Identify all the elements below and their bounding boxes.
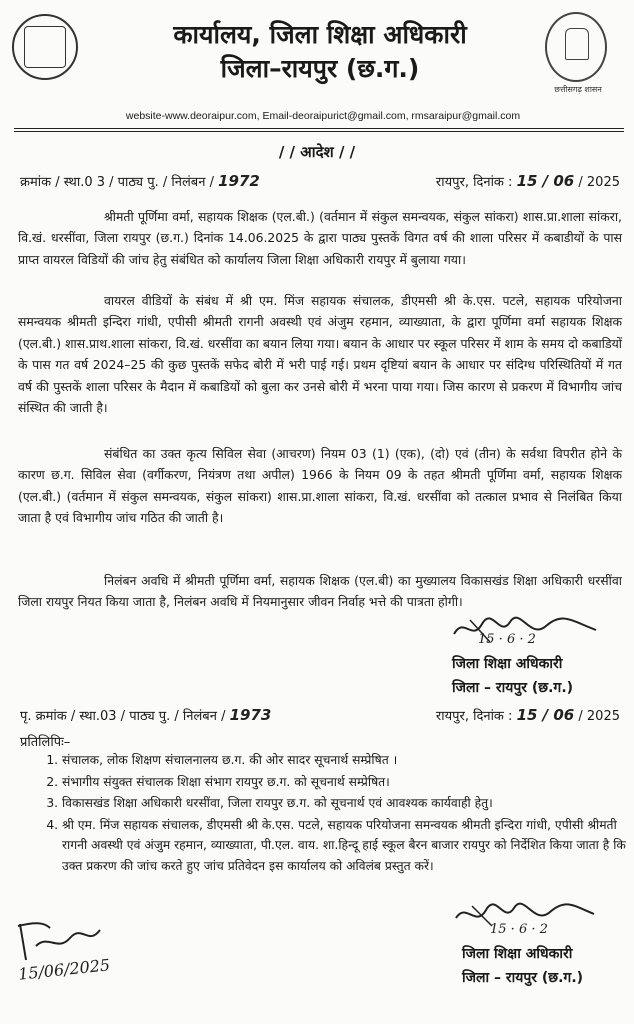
receipt-date: 15/06/2025 [17,955,111,984]
signature-2-date: 15 · 6 · 2 [490,922,548,937]
signature-1-date: 15 · 6 · 2 [478,632,536,647]
reference-prefix: क्रमांक / स्था.0 3 / पाठ्य पु. / निलंबन / [20,175,214,190]
signature-block-2 [462,942,583,990]
date-label: रायपुर, दिनांक : [435,709,513,724]
signatory-place: जिला – रायपुर (छ.ग.) [452,680,574,696]
reference-line-2 [20,706,620,724]
paragraph-1: श्रीमती पूर्णिमा वर्मा, सहायक शिक्षक (एल.बी.) (वर्तमान में संकुल समन्वयक, संकुल सांकरा) शास.प्रा.शाला सांकरा, वि.खं. धरसींवा, जिला रायपुर (छ.ग.) दिनांक 14.06.2025 के द्वारा पाठ्य पुस्तकें विगत वर्ष की शाला परिसर में कबाडीयों के पास प्राप्त वायरल विडियों की जांच हेतु संबंधित को कार्यालय जिला शिक्षा अधिकारी रायपुर में बुलाया गया। [18,209,622,267]
reference-number: 1972 [218,172,260,190]
state-emblem-icon [545,12,607,82]
contact-line: website-www.deoraipur.com, Email-deoraipurict@gmail.com, rmsaraipur@gmail.com [125,110,521,122]
reference-label [20,706,271,724]
date-handwritten: 15 / 06 [516,706,575,724]
list-item: 3. विकासखंड शिक्षा अधिकारी धरसींवा, जिला रायपुर छ.ग. को सूचनार्थ एवं आवश्यक कार्यवाही हेतु। [62,793,632,814]
signature-block-1 [452,652,573,700]
header-divider-thin [14,131,624,132]
office-title-line1: कार्यालय, जिला शिक्षा अधिकारी [173,20,467,49]
list-item: 1. संचालक, लोक शिक्षण संचालनालय छ.ग. की ओर सादर सूचनार्थ सम्प्रेषित । [62,750,632,771]
paragraph-3: संबंधित का उक्त कृत्य सिविल सेवा (आचरण) नियम 03 (1) (एक), (दो) एवं (तीन) के सर्वथा विपरीत होने के कारण छ.ग. सिविल सेवा (वर्गीकरण, नियंत्रण तथा अपील) 1966 के नियम 09 के तहत श्रीमती पूर्णिमा वर्मा, सहायक शिक्षक (एल.बी.) (वर्तमान में संकुल समन्वयक, संकुल सांकरा) शास.प्रा.शाला सांकरा, वि.खं. धरसींवा को तत्काल प्रभाव से निलंबित किया जाता है एवं विभागीय जांच गठित की जाती है। [18,446,622,526]
paragraph-2: वायरल वीडियों के संबंध में श्री एम. मिंज सहायक संचालक, डीएमसी श्री के.एस. पटले, सहायक परियोजना समन्वयक श्रीमती इन्दिरा गांधी, एपीसी श्रीमती रागनी अवस्थी एवं अंजुम रहमान, व्याख्याता, के द्वारा पूर्णिमा वर्मा सहायक शिक्षक (एल.बी.) शास.प्राथ.शाला सांकरा, वि.खं. धरसींवा का बयान लिया गया। बयान के आधार पर स्कूल परिसर में शाम के समय दो कबाडियों के पास गत वर्ष 2024–25 की कुछ पुस्तकें सफेद बोरी में भरी पाई गई। प्रथम दृष्टियां बयान के आधार पर संदिग्ध परिस्थितियों में गत वर्ष की पुस्तकें शाला परिसर के मैदान में कबाडियों को बुला कर उनसे बोरी में भरना पाया गया। जिस कारण से प्रकरण में विभागीय जांच संस्थित की जाती है। [18,293,622,416]
signatory-designation: जिला शिक्षा अधिकारी [462,946,573,962]
reference-prefix: पृ. क्रमांक / स्था.03 / पाठ्य पु. / निलंबन / [20,709,226,724]
district-office-seal-icon [12,14,78,80]
state-emblem-caption: छत्तीसगढ़ शासन [554,85,602,94]
copy-to-label: प्रतिलिपिः– [20,735,71,750]
date-handwritten: 15 / 06 [516,172,575,190]
reference-date [436,706,620,724]
reference-label [20,172,260,190]
copy-recipients-list [40,750,632,878]
signatory-designation: जिला शिक्षा अधिकारी [452,656,563,672]
office-title [120,18,520,86]
reference-number: 1973 [229,706,272,724]
office-title-line2: जिला–रायपुर (छ.ग.) [220,54,420,83]
header-divider [14,128,624,129]
paragraph-4: निलंबन अवधि में श्रीमती पूर्णिमा वर्मा, सहायक शिक्षक (एल.बी) का मुख्यालय विकासखंड शिक्षा अधिकारी धरसींवा जिला रायपुर नियत किया जाता है, निलंबन अवधि में नियमानुसार जीवन निर्वाह भत्ते की पात्रता होगी। [18,573,622,610]
order-heading: / / आदेश / / [278,143,356,161]
list-item: 4. श्री एम. मिंज सहायक संचालक, डीएमसी श्री के.एस. पटले, सहायक परियोजना समन्वयक श्रीमती इन्दिरा गांधी, एपीसी श्रीमती रागनी अवस्थी एवं अंजुम रहमान, व्याख्याता, पी.एल. वाय. शा.हिन्दू हाई स्कूल बैरन बाजार रायपुर को निर्देशित किया जाता है कि उक्त प्रकरण की जांच करते हुए जांच प्रतिवेदन इस कार्यालय को अविलंब प्रस्तुत करें। [62,815,632,877]
date-year: / 2025 [578,709,620,724]
date-label: रायपुर, दिनांक : [435,175,513,190]
reference-line-1 [20,172,620,190]
reference-date [436,172,620,190]
date-year: / 2025 [578,175,620,190]
signatory-place: जिला – रायपुर (छ.ग.) [462,970,584,986]
list-item: 2. संभागीय संयुक्त संचालक शिक्षा संभाग रायपुर छ.ग. को सूचनार्थ सम्प्रेषित। [62,772,632,793]
